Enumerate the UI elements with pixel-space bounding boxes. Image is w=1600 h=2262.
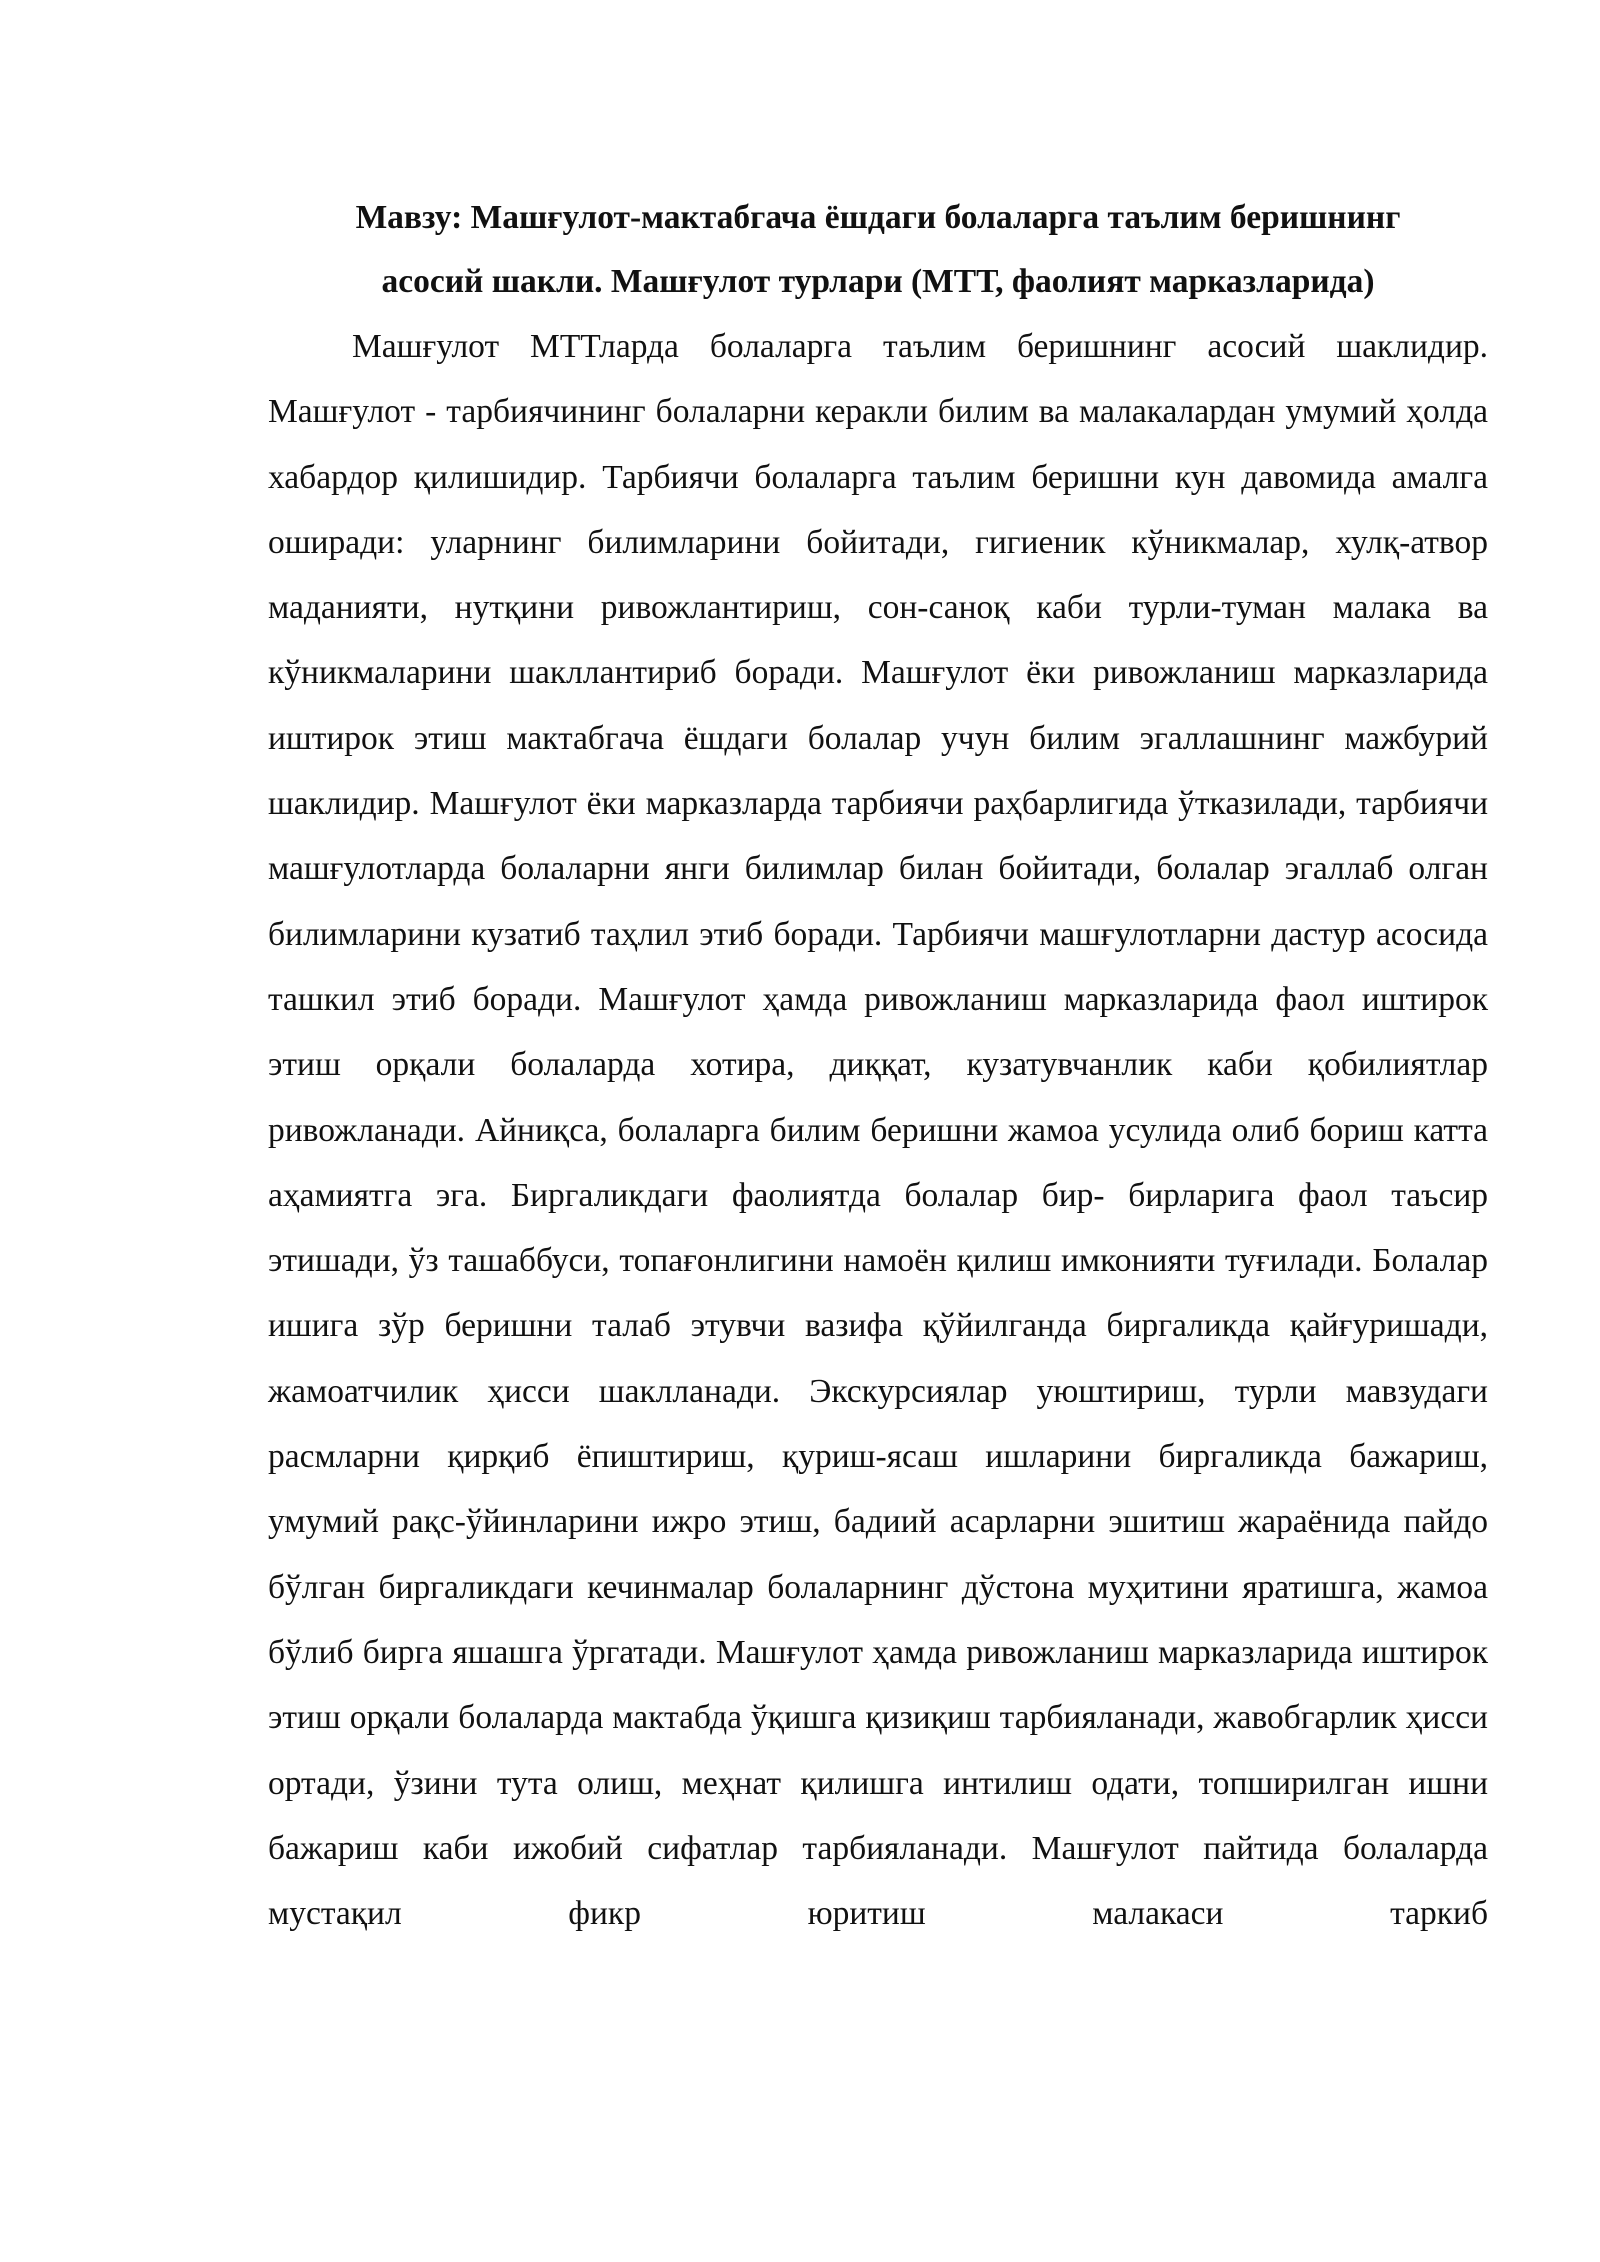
body-paragraph: Машғулот МТТларда болаларга таълим беришнинг асосий шаклидир. Машғулот - тарбиячининг болаларни керакли билим ва малакалардан умумий ҳолда хабардор қилишидир. Тарбиячи болаларга таълим беришни кун давомида амалга оширади: уларнинг билимларини бойитади, гигиеник кўникмалар, хулқ-атвор маданияти, нутқини ривожлантириш, сон-саноқ каби турли-туман малака ва кўникмаларини шакллантириб боради. Машғулот ёки ривожланиш марказларида иштирок этиш мактабгача ёшдаги болалар учун билим эгаллашнинг мажбурий шаклидир. Машғулот ёки марказларда тарбиячи раҳбарлигида ўтказилади, тарбиячи машғулотларда болаларни янги билимлар билан бойитади, болалар эгаллаб олган билимларини кузатиб таҳлил этиб боради. Тарбиячи машғулотларни дастур асосида ташкил этиб боради. Машғулот ҳамда ривожланиш марказларида фаол иштирок этиш орқали болаларда хотира, диққат, кузатувчанлик каби қобилиятлар ривожланади. Айниқса, болаларга билим беришни жамоа усулида олиб бориш катта аҳамиятга эга. Биргаликдаги фаолиятда болалар бир- бирларига фаол таъсир этишади, ўз ташаббуси, топағонлигини намоён қилиш имконияти туғилади. Болалар ишига зўр беришни талаб этувчи вазифа қўйилганда биргаликда қайғуришади, жамоатчилик ҳисси шаклланади. Экскурсиялар уюштириш, турли мавзудаги расмларни қирқиб ёпиштириш, қуриш-ясаш ишларини биргаликда бажариш, умумий рақс-ўйинларини ижро этиш, бадиий асарларни эшитиш жараёнида пайдо бўлган биргаликдаги кечинмалар болаларнинг дўстона муҳитини яратишга, жамоа бўлиб бирга яшашга ўргатади. Машғулот ҳамда ривожланиш марказларида иштирок этиш орқали болаларда мактабда ўқишга қизиқиш тарбияланади, жавобгарлик ҳисси ортади, ўзини тута олиш, меҳнат қилишга интилиш одати, топширилган ишни бажариш каби ижобий сифатлар тарбияланади. Машғулот пайтида болаларда мустақил фикр юритиш малакаси таркиб [268,328,1488,1933]
title-line-2: асосий шакли. Машғулот турлари (МТТ, фаолият марказларида) [381,263,1375,300]
document-content [268,186,1488,1946]
title-line-1: Мавзу: Машғулот-мактабгача ёшдаги болаларга таълим беришнинг [355,199,1401,236]
document-title [268,186,1488,314]
